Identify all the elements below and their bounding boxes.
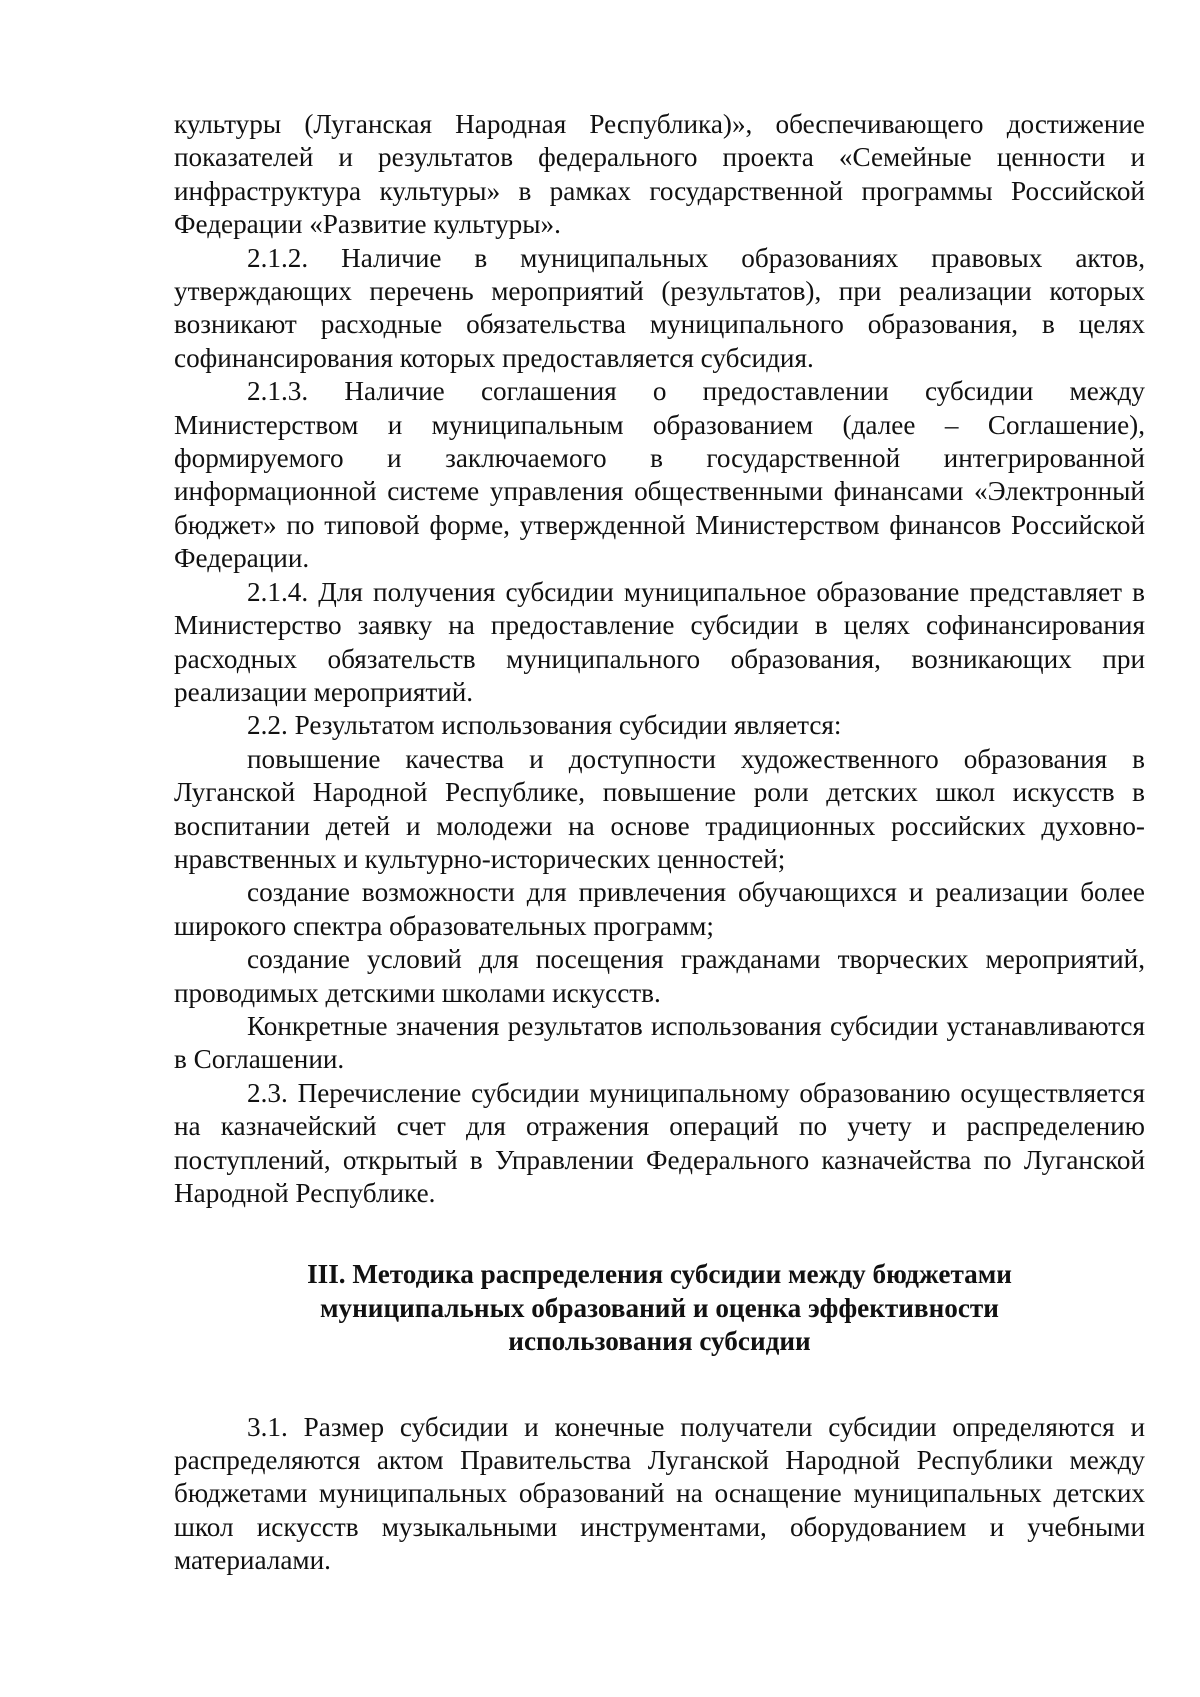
paragraph-result-2: создание возможности для привлечения обучающихся и реализации более широкого спектра образовательных программ;	[174, 877, 1145, 941]
section-heading	[174, 1258, 1145, 1358]
section-heading-line-1: III. Методика распределения субсидии между бюджетами	[307, 1259, 1012, 1290]
paragraph-result-1: повышение качества и доступности художественного образования в Луганской Народной Республике, повышение роли детских школ искусств в воспитании детей и молодежи на основе традиционных российских духовно-нравственных и культурно-исторических ценностей;	[174, 743, 1145, 874]
document-page	[174, 108, 1145, 1578]
paragraph-2-3: 2.3. Перечисление субсидии муниципальному образованию осуществляется на казначейский счет для отражения операций по учету и распределению поступлений, открытый в Управлении Федерального казначейства по Луганской Народной Республике.	[174, 1077, 1145, 1208]
paragraph-2-1-3: 2.1.3. Наличие соглашения о предоставлении субсидии между Министерством и муниципальным образованием (далее – Соглашение), формируемого и заключаемого в государственной интегрированной информационной системе управления общественными финансами «Электронный бюджет» по типовой форме, утвержденной Министерством финансов Российской Федерации.	[174, 376, 1145, 574]
section-heading-line-3: использования субсидии	[508, 1326, 811, 1357]
paragraph-result-3: создание условий для посещения гражданами творческих мероприятий, проводимых детскими школами искусств.	[174, 944, 1145, 1008]
paragraph-2-1-2: 2.1.2. Наличие в муниципальных образованиях правовых актов, утверждающих перечень мероприятий (результатов), при реализации которых возникают расходные обязательства муниципального образования, в целях софинансирования которых предоставляется субсидия.	[174, 242, 1145, 373]
paragraph-2-1-4: 2.1.4. Для получения субсидии муниципальное образование представляет в Министерство заявку на предоставление субсидии в целях софинансирования расходных обязательств муниципального образования, возникающих при реализации мероприятий.	[174, 576, 1145, 707]
section-heading-line-2: муниципальных образований и оценка эффективности	[320, 1292, 999, 1323]
paragraph-result-values: Конкретные значения результатов использования субсидии устанавливаются в Соглашении.	[174, 1010, 1145, 1075]
paragraph-continuation: культуры (Луганская Народная Республика)», обеспечивающего достижение показателей и результатов федерального проекта «Семейные ценности и инфраструктура культуры» в рамках государственной программы Российской Федерации «Развитие культуры».	[174, 109, 1145, 240]
paragraph-2-2: 2.2. Результатом использования субсидии является:	[247, 710, 842, 741]
paragraph-3-1: 3.1. Размер субсидии и конечные получатели субсидии определяются и распределяются актом Правительства Луганской Народной Республики между бюджетами муниципальных образований на оснащение муниципальных детских школ искусств музыкальными инструментами, оборудованием и учебными материалами.	[174, 1411, 1145, 1576]
